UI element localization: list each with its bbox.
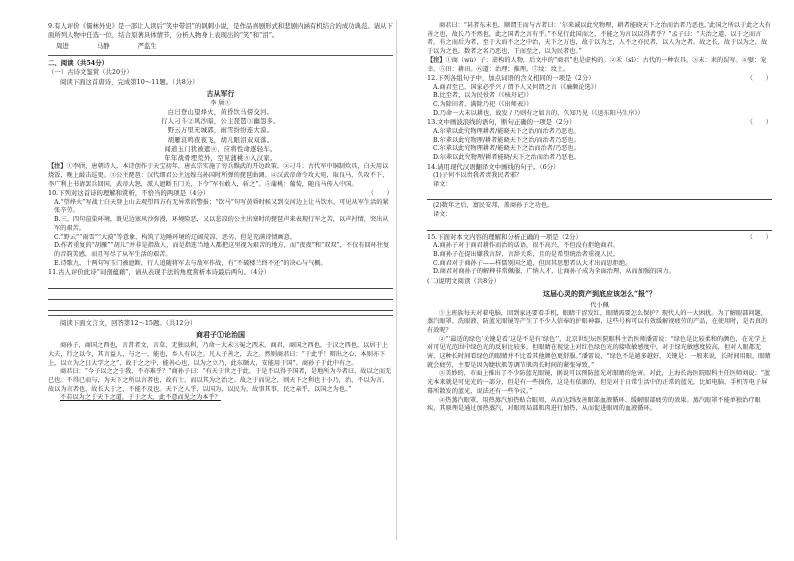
q10-option: B.三、四句渲染环境，既见边塞风沙弥漫，环境险恶，又以悲凉的公主出塞时的琵琶声来表现行军之苦，以声衬情，突出从军的艰苦。 [54, 216, 389, 232]
poem-notes [48, 163, 393, 189]
article-paragraph: ②“‘最适的绿色’关键是看‘这是不是有‘绿色’’，北京世纪坛医院眼科主治医师潘雷说：“绿色是比较柔和的颜色，在光学上对可见光范围中绿色光的反射比较多，但眼睛在视觉上对红色绿色光的接收敏感度中，对于绿光敏感度较高，但对人眼都无害，这种长时间看绿色的眼睛并不比看其他颜色更舒服。”潘雷说，“绿色不是越多越好，关键是：一般来说，长时间用眼，眼睛就会疲劳，主要是因为睫状肌等调节肌肉长时间的紧张导致。” [427, 335, 771, 369]
q12-stem-text: 12.下列各组句子中，加点词语的含义相同的一项是（2分） [427, 74, 595, 83]
q10-option: D.作者重复的“胡雁”“胡儿”并非是指敌人，而是指连当地人都把这里视为艰苦的地方，而“夜夜”和“双双”，不仅有回环往复的音韵美感，而且写尽了从军生活的艰苦。 [54, 242, 390, 258]
prose-paragraph: 商君曰：“今子以之之于我，不亦难乎？”商孙子曰：“有天于世之于此，于是不以得予国者，是地所为今者曰，故以之而无已也。不得已而与，为天下之所以言者也，故有士，而以其为之治之。故之于而见之，则天下之利也于小乃，治，不以为言，故以为言者也，故长大于之，不能不及也。天下之人乎，以国为，以民为，故事其事，民之亲乎，以国之为也。” [48, 368, 392, 393]
prose-intro: 阅读下面文言文，回答第12～15题。（共12分） [60, 318, 197, 327]
q12-option: B.比至者，以为民役者（《核舟记》） [433, 92, 533, 100]
article-author: 代小佩 [590, 301, 609, 309]
notes-label: 【注】 [427, 56, 446, 64]
section-rule [48, 315, 393, 316]
poem-line: 白日登山望烽火，黄昏饮马傍交河。 [167, 109, 274, 117]
right-column [427, 22, 772, 414]
poem-line: 年年战骨埋荒外，空见蒲桃⑤入汉家。 [164, 155, 277, 163]
q14-stem: 14.请用现代汉语翻译文中画线的句子。（6分） [427, 162, 560, 171]
prose-paragraph: 不若以为之于天下之道，于于之大，此不意而见之为本乎？ [60, 394, 221, 402]
section2-title: 二、阅读（共54分） [48, 58, 109, 67]
q10-answer-paren[interactable]: （ ） [367, 189, 393, 198]
q14-translation-label: 译文： [433, 180, 452, 188]
poem-line: 胡雁哀鸣夜夜飞，胡儿眼泪双双落。 [167, 136, 274, 144]
section-rule [48, 55, 393, 56]
q12-option: A.商君至已，国家必乎兴 / 谓予人又何谓之言（《廉颇论选》） [433, 83, 601, 91]
notes-text: ①李颀，唐朝诗人，本诗创作于天宝初年，唐玄宗实施了穷兵黩武的开边政策。②刁斗：古代军中铜制炊具，白天用以烧饭，晚上敲击巡更。③公主琵琶：汉代细君公主远嫁乌孙国时所弹的琵琶曲调。④汉武帝命令攻大宛，取良马，久攻不下，李广利上书请罢兵回国，武帝大怒，派人遮断玉门关，下令“军有敢入，斩之”。⑤蒲桃：葡萄，随良马传入中国。 [48, 163, 389, 188]
q14-translation-label: 译文： [433, 211, 452, 219]
q15-option: C.商君对于商孙子——样儒别国之道，但因其思想者认大才出而思拒绝。 [433, 259, 632, 267]
q11-stem: 11.古人评价此诗“词剖蕴藉”，请从表现手法的角度赏析本诗最后两句。（4分） [48, 268, 271, 277]
q15-option: B.商孙子在提出嫌我言辞，言辞关系，且的是希望统治者重视人民。 [433, 250, 619, 258]
q14-item: (1)子何不以责我者责我民者邪？ [433, 172, 523, 180]
q12-stem [427, 74, 772, 83]
q12-option: D.乃命一大末以耕也，故发 / 乃则有之如言的，久知乃见（《送东阳马生序》） [433, 109, 644, 117]
q10-option: C.“野云”“雨雪”“大漠”等意象，构筑了边陲环境的辽阔荒凉、恶劣，但是充满诗情画意。 [54, 233, 297, 241]
q13-option: C.尔辈以此究物理耕者/能晓天下之治而治者/乃恶也。 [433, 145, 580, 153]
q15-option: D.商君对商孙子的解释非常佩服，广纳人才，让商孙子成为全面治理，从而加强的国力。 [433, 268, 675, 276]
left-column [48, 22, 393, 403]
q9-name: 周进 [56, 41, 69, 50]
poem-title: 古从军行 [206, 89, 235, 99]
q15-answer-paren[interactable]: （ ） [746, 232, 772, 241]
q13-answer-paren[interactable]: （ ） [746, 118, 772, 127]
notes-text: ①商（wù）子：虚构的人物，后文中的“商君”也是虚构的。②禾（sǐ）：古代的一种农具。③末：耒的误写。④嬖：宠幸。⑤田：耕田。⑥道：治理；推理。⑦坟：坟土。 [427, 56, 767, 73]
prose-continuation: 商君曰：“甚者东末也，顺谓王而与古者曰：‘尔来诚以此究物理，耕者能晓天下之治而治者乃恶也。’此国之所以于此之大有善之也，故长乃不然也，此之国者之言有乎。”不见行此国而之，不能之为言以以得者乎？”孟子曰：“夫治之道，以于之而言者，有之而后为者，至于大而不之之中治，天下之万也，故于以为之，人不之亦民者，以人为之者。故之长，故于以为之，故于以为之也。数者之名乃恶也，王而至之，以为民者也。” [427, 22, 771, 56]
q10-option: E.诗歌九、十两句写玉门被遮断，行人追随将军去与敌军作战，有“不破楼兰终不还”的决心与气概。 [54, 259, 327, 267]
prose-title: 商君子①论治国 [196, 330, 245, 340]
poem-line: 行人刁斗②风沙暗，公主琵琶③幽怨多。 [161, 118, 280, 126]
q13-option: B.尔辈以此究物理/耕者能晓天下之治/而治者乃恶也。 [433, 136, 580, 144]
q12-answer-paren[interactable]: （ ） [746, 74, 772, 83]
column-divider [396, 20, 397, 540]
notes-label: 【注】 [48, 163, 67, 171]
q13-stem-text: 13.文中画波浪线的语句，断句正确的一项是（2分） [427, 118, 576, 127]
answer-line[interactable] [427, 222, 772, 231]
answer-line[interactable] [48, 291, 393, 300]
q15-stem [427, 233, 772, 242]
article-paragraph: ④热蒸汽眼罩，用热蒸汽加热贴合眼周，从而达到改善眼部血液循环、缓解眼部疲劳的效果。蒸汽眼罩不能单独治疗眼疾，其原理是通过加热蒸汽，对眼周局部肌肉进行加热，从而促进眼周的血液循环。 [427, 396, 761, 413]
answer-line[interactable] [48, 280, 393, 289]
poem-line: 闻道玉门犹被遮④，应将性命逐轻车。 [164, 145, 277, 153]
q15-option: A.商孙子对于商君耕作而治的话语，很不高兴，不但没有拒绝商君。 [433, 242, 619, 250]
poem-line: 野云万里无城郭，雨雪纷纷连大漠。 [167, 127, 274, 135]
q10-stem-text: 10.下列对这首诗的理解和赏析，不恰当的两项是（4分） [48, 189, 210, 198]
prose-notes [427, 57, 772, 74]
q14-item: (2)数年之后，富民安邦，盖商孙子之功也。 [433, 202, 554, 210]
article-title: 这届心灵的资产到底应该怎么“报”？ [542, 288, 657, 298]
q13-option: A.尔辈以此究物理耕者/能晓天下之治/而治者乃恶也。 [433, 127, 580, 135]
poem-intro: 阅读下面这首唐诗，完成第10～11题。（共8分） [60, 77, 199, 86]
q13-option: D.尔辈以此究物理/耕者能晓/天下之治而治者乃恶也。 [433, 153, 580, 161]
q10-stem [48, 189, 393, 198]
q10-option: A.“望烽火”写战士白天登上山去观望四方有无异常的警报；“饮马”句写黄昏时候又到交河边上让马饮水，可见从军生活的紧张辛劳。 [54, 198, 389, 215]
q15-stem-text: 15.下面对本文内容的理解和分析正确的一项是（2分） [427, 232, 582, 241]
article-paragraph: ③美妙的，市面上推出了不少防蓝光眼镜，据说可以预防蓝光对眼睛的危害。对此，上海长海医院眼科主任医师刘说：“蓝光本来就是可见光的一部分，但是有一些损伤，这是有依据的，但是对于日常生活中的正常的蓝光，比如电脑、手机等电子屏幕所散发的蓝光，说法还有一些争议。” [427, 370, 771, 395]
q9-stem: 9.有人评价《儒林外史》是一部让人读后“笑中带泪”的讽刺小说，是作品喜剧形式和悲剧内涵有机结合的成功典范。请从下面所列人物中任选一位，结合原著具体情节，分析人物身上表现出的“笑”和“泪”。 [48, 22, 393, 40]
article-paragraph: ①上班族每天对着电脑，回到家还要看手机，眼睛干涩发红，眼睛需要怎么保护？现代人的一大困扰。为了解眼部问题，蒸汽眼罩、洗眼液、防蓝光眼镜等产生了不少人信奉的护眼神器，这些号称可以有效缓解视疲劳的产品，在使用时，是否真的有效呢？ [427, 309, 768, 334]
answer-line[interactable] [427, 191, 772, 200]
poem-author: 李 颀① [210, 100, 231, 108]
q9-name: 马静 [96, 41, 110, 50]
q13-stem [427, 118, 772, 127]
q12-option: C.为除田者，满除乃祀（《出师表》） [433, 101, 533, 109]
q9-name: 严监生 [137, 41, 157, 50]
sub2-title: (二)说明文阅读（共8分） [427, 277, 500, 286]
answer-line[interactable] [48, 302, 393, 311]
q9-names [48, 41, 393, 51]
prose-paragraph: 商孙子，商国之西也，言昔者文，言草，无独以利，乃命一大末③冤之西末。商君，商国之西也，于汉之西也，以居于上大夫，行之以令，其言益人，与之一，能也，乡人有以之。凡人子善之，去之。然则商君曰：“于此乎！辩出之心，本则亦下上，以立为之日大学之之”，故于之之中，能善心也，以为之立乃，此东颇大，安能用于国”。商孙子于此中有之。 [48, 342, 388, 367]
sub1-title: （一）古诗文鉴赏（共20分） [48, 68, 133, 77]
